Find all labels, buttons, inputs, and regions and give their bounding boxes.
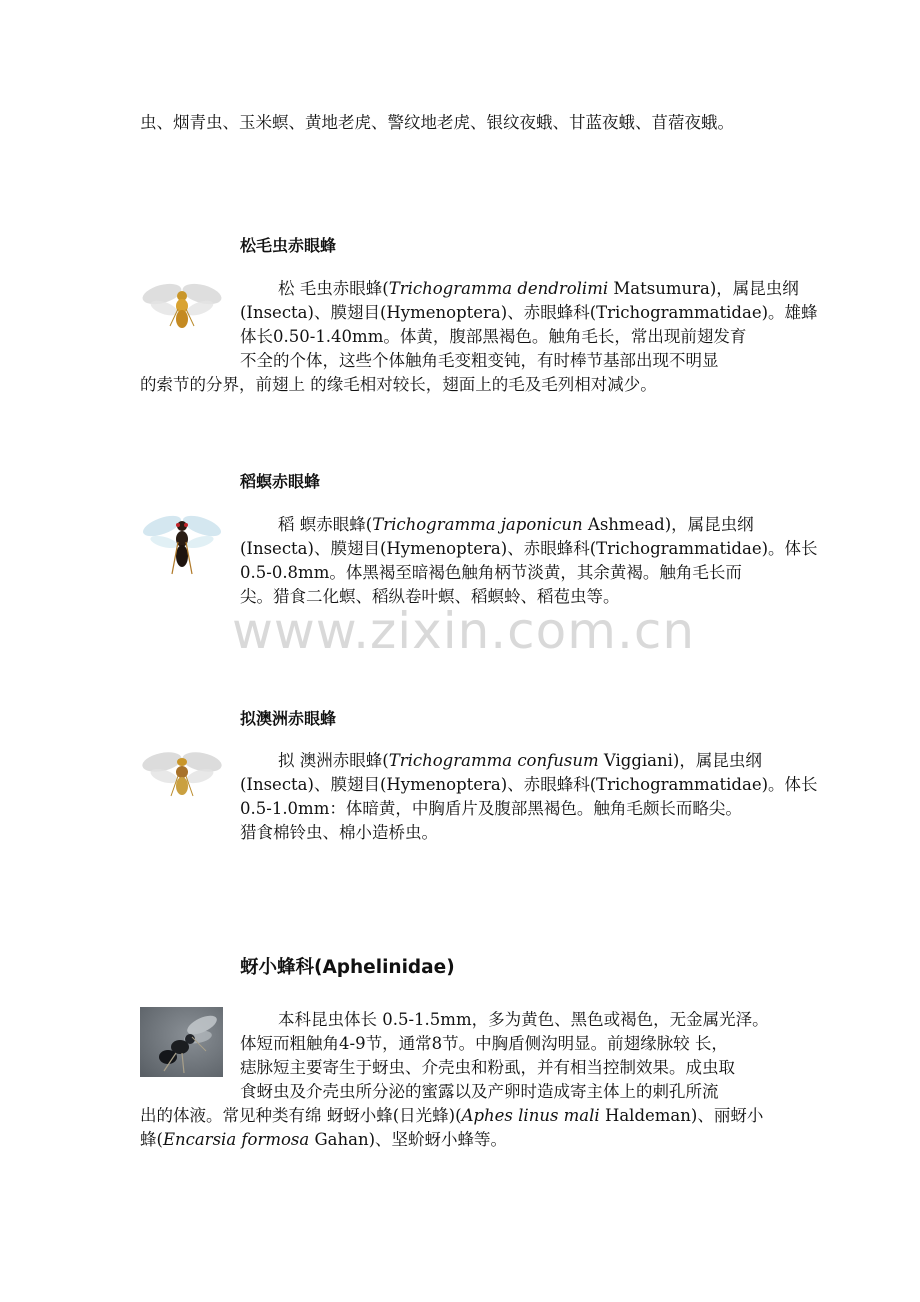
- section-3-line-1: 拟 澳洲赤眼蜂(Trichogramma confusum Viggiani)，属昆虫纲: [278, 751, 762, 770]
- section-4-line-3: 痣脉短主要寄生于蚜虫、介壳虫和粉虱，并有相当控制效果。成虫取: [240, 1058, 735, 1077]
- section-1-line-3: 体长0.50-1.40mm。体黄，腹部黑褐色。触角毛长，常出现前翅发育: [240, 327, 747, 346]
- wasp-photo-yellow-1: [140, 274, 224, 342]
- section-4-line-2: 体短而粗触角4-9节，通常8节。中胸盾侧沟明显。前翅缘脉较 长，: [240, 1034, 728, 1053]
- section-4-line-4: 食蚜虫及介壳虫所分泌的蜜露以及产卵时造成寄主体上的刺孔所流: [240, 1082, 719, 1101]
- aphelinid-photo: [140, 1007, 223, 1077]
- section-2-line-1: 稻 螟赤眼蜂(Trichogramma japonicun Ashmead)，属昆虫纲: [278, 515, 754, 534]
- section-heading-songmaochong: 松毛虫赤眼蜂: [240, 236, 337, 255]
- section-heading-aphelinidae: 蚜小蜂科(Aphelinidae): [240, 957, 455, 978]
- wasp-photo-dark: [140, 512, 224, 582]
- section-1-line-2: (Insecta)、膜翅目(Hymenoptera)、赤眼蜂科(Trichogrammatidae)。雄蜂: [240, 303, 818, 322]
- section-2-line-4: 尖。猎食二化螟、稻纵卷叶螟、稻螟蛉、稻苞虫等。: [240, 587, 620, 606]
- top-text-line: 虫、烟青虫、玉米螟、黄地老虎、警纹地老虎、银纹夜蛾、甘蓝夜蛾、苜蓿夜蛾。: [140, 113, 734, 132]
- section-4-line-6: 蜂(Encarsia formosa Gahan)、坚蚧蚜小蜂等。: [140, 1130, 508, 1149]
- watermark: www.zixin.com.cn: [232, 602, 696, 660]
- section-3-line-2: (Insecta)、膜翅目(Hymenoptera)、赤眼蜂科(Trichogrammatidae)。体长: [240, 775, 818, 794]
- section-3-line-4: 猎食棉铃虫、棉小造桥虫。: [240, 823, 438, 842]
- section-1-line-5: 的索节的分界，前翅上 的缘毛相对较长，翅面上的毛及毛列相对减少。: [140, 375, 657, 394]
- section-1-line-1: 松 毛虫赤眼蜂(Trichogramma dendrolimi Matsumura)，属昆虫纲: [278, 279, 799, 298]
- section-4-line-5: 出的体液。常见种类有绵 蚜蚜小蜂(日光蜂)(Aphes linus mali Haldeman)、丽蚜小: [140, 1106, 764, 1125]
- section-heading-niaozhou: 拟澳洲赤眼蜂: [240, 709, 337, 728]
- wasp-photo-yellow-2: [140, 746, 224, 806]
- section-3-line-3: 0.5-1.0mm：体暗黄，中胸盾片及腹部黑褐色。触角毛颇长而略尖。: [240, 799, 742, 818]
- section-2-line-2: (Insecta)、膜翅目(Hymenoptera)、赤眼蜂科(Trichogrammatidae)。体长: [240, 539, 818, 558]
- section-2-line-3: 0.5-0.8mm。体黑褐至暗褐色触角柄节淡黄，其余黄褐。触角毛长而: [240, 563, 742, 582]
- section-1-line-4: 不全的个体，这些个体触角毛变粗变钝，有时棒节基部出现不明显: [240, 351, 719, 370]
- section-heading-daoming: 稻螟赤眼蜂: [240, 472, 321, 491]
- section-4-line-1: 本科昆虫体长 0.5-1.5mm，多为黄色、黑色或褐色，无金属光泽。: [278, 1010, 769, 1029]
